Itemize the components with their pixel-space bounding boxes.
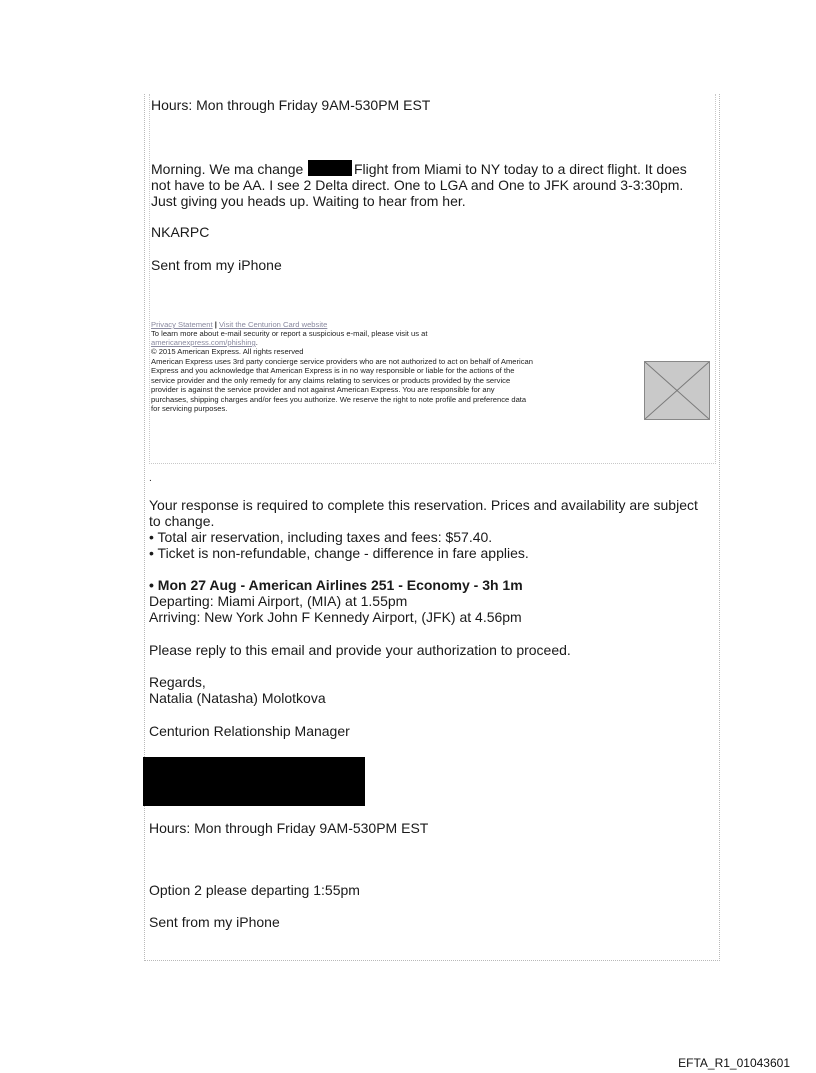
quoted-email-frame (149, 94, 716, 464)
flight-arriving: Arriving: New York John F Kennedy Airport, (JFK) at 4.56pm (149, 609, 522, 625)
flight-departing: Departing: Miami Airport, (MIA) at 1.55pm (149, 593, 408, 609)
footer-copyright: © 2015 American Express. All rights reserved (151, 347, 304, 356)
reply-message: Option 2 please departing 1:55pm (149, 882, 360, 898)
reservation-hours: Hours: Mon through Friday 9AM-530PM EST (149, 820, 429, 836)
quoted-message-line3: Just giving you heads up. Waiting to hear from her. (151, 193, 466, 209)
centurion-website-link[interactable]: Visit the Centurion Card website (219, 320, 328, 329)
footer-disclaimer-line: purchases, shipping charges and/or fees you authorize. We reserve the right to note profile and preference data (151, 395, 527, 404)
footer-link-separator: | (214, 320, 217, 329)
quoted-hours: Hours: Mon through Friday 9AM-530PM EST (151, 97, 431, 113)
footer-links (151, 320, 327, 329)
privacy-statement-link[interactable]: Privacy Statement (151, 320, 213, 329)
sender-name: Natalia (Natasha) Molotkova (149, 690, 326, 706)
footer-learn-more: To learn more about e-mail security or report a suspicious e-mail, please visit us at (151, 329, 428, 338)
footer-disclaimer-line: Express and you acknowledge that American Express is in no way responsible or liable for the actions of the (151, 366, 515, 375)
reservation-intro-line1: Your response is required to complete this reservation. Prices and availability are subject (149, 497, 698, 513)
separator-dot: . (149, 473, 152, 484)
flight-heading: • Mon 27 Aug - American Airlines 251 - Economy - 3h 1m (149, 577, 523, 593)
phishing-link[interactable]: americanexpress.com/phishing (151, 338, 256, 347)
quoted-sent-from: Sent from my iPhone (151, 257, 282, 273)
footer-disclaimer-line: American Express uses 3rd party concierge service providers who are not authorized to act on behalf of American (151, 357, 533, 366)
quoted-message-part2: Flight from Miami to NY today to a direct flight. It does (354, 161, 687, 177)
regards: Regards, (149, 674, 206, 690)
quoted-message-line2: not have to be AA. I see 2 Delta direct. One to LGA and One to JFK around 3-3:30pm. (151, 177, 684, 193)
redaction-box (308, 160, 352, 176)
reservation-total: • Total air reservation, including taxes and fees: $57.40. (149, 529, 493, 545)
footer-disclaimer-line: provider is against the service provider and not against American Express. You are responsible for any (151, 385, 495, 394)
footer-disclaimer-line: service provider and the only remedy for any claims relating to services or products provided by the service (151, 376, 511, 385)
footer-phishing-line (151, 338, 258, 347)
sender-title: Centurion Relationship Manager (149, 723, 350, 739)
phishing-period: . (255, 338, 258, 347)
redaction-box (143, 757, 365, 806)
reservation-intro-line2: to change. (149, 513, 215, 529)
broken-image-icon (645, 362, 709, 419)
quoted-message-part1: Morning. We ma change (151, 161, 304, 177)
document-id: EFTA_R1_01043601 (678, 1056, 790, 1070)
reservation-refund-policy: • Ticket is non-refundable, change - difference in fare applies. (149, 545, 529, 561)
broken-image-placeholder (644, 361, 710, 420)
quoted-signoff: NKARPC (151, 224, 210, 240)
reply-request: Please reply to this email and provide your authorization to proceed. (149, 642, 571, 658)
footer-disclaimer-line: for servicing purposes. (151, 404, 228, 413)
reply-sent-from: Sent from my iPhone (149, 914, 280, 930)
